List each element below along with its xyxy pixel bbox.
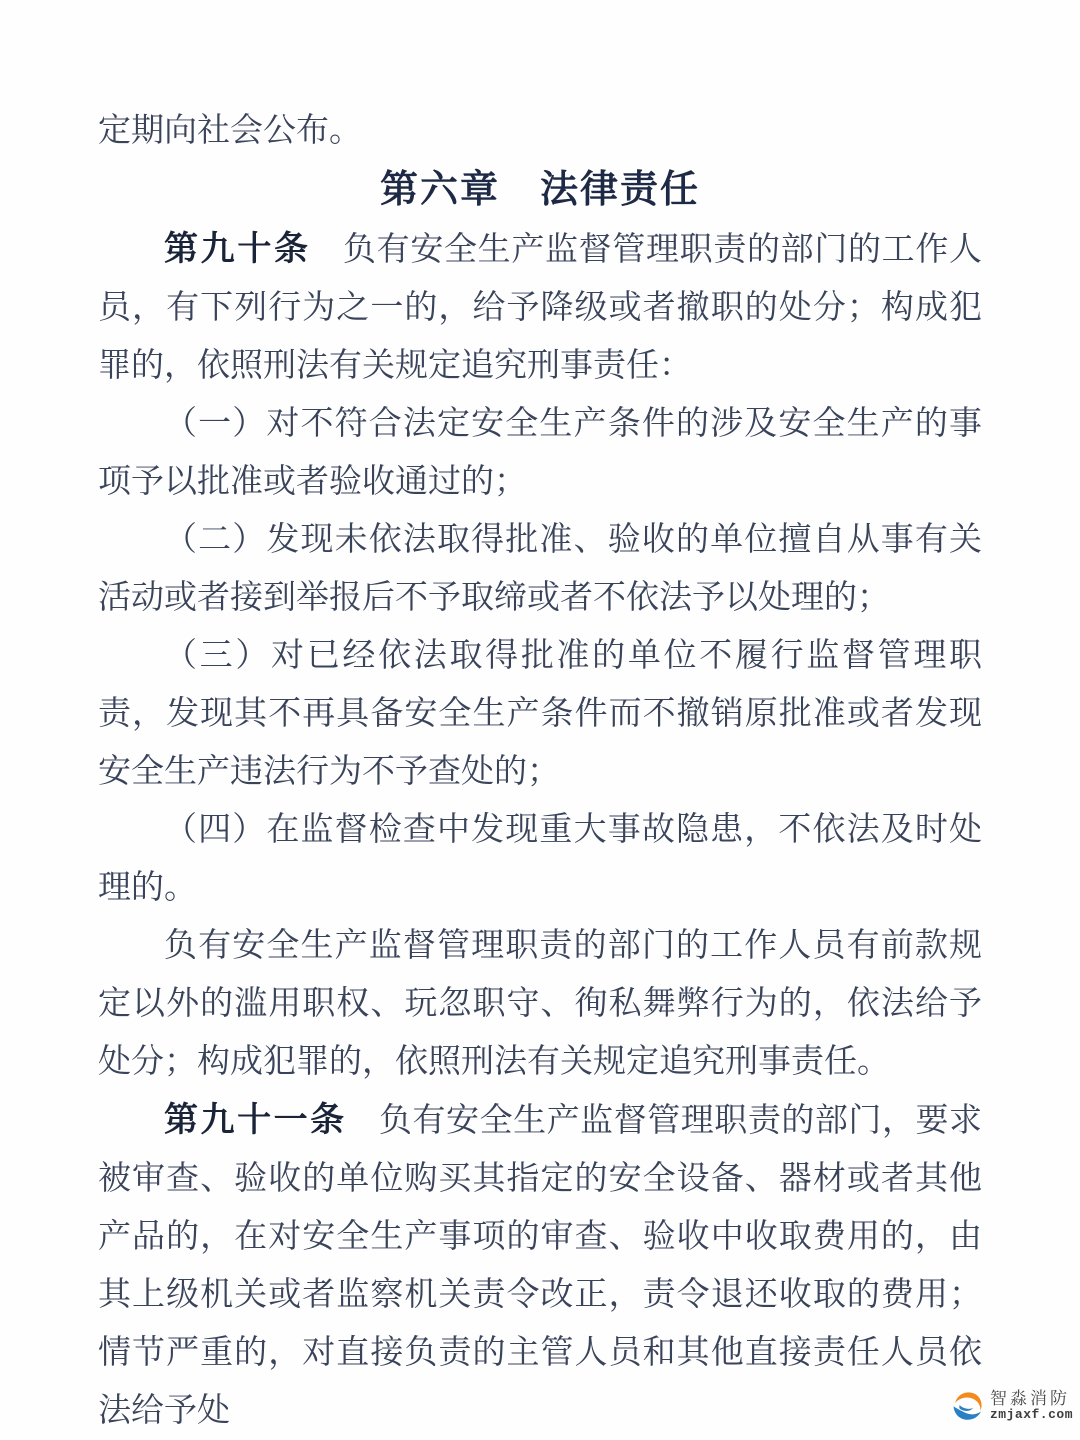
clause-item-4: （四）在监督检查中发现重大事故隐患，不依法及时处理的。 <box>98 812 982 906</box>
chapter-heading <box>98 160 982 220</box>
chapter-number: 第六章 <box>380 169 501 211</box>
watermark-text <box>990 1390 1073 1421</box>
chapter-title: 法律责任 <box>539 169 700 211</box>
article-90-number: 第九十条 <box>164 230 311 268</box>
article-91-paragraph <box>98 1091 982 1440</box>
brand-site: zmjaxf.com <box>989 1406 1073 1422</box>
zhimiao-fire-logo-icon <box>951 1389 984 1422</box>
continuation-text: 定期向社会公布。 <box>98 113 362 149</box>
article-90-body: 负有安全生产监督管理职责的部门的工作人员，有下列行为之一的，给予降级或者撤职的处分；构成犯罪的，依照刑法有关规定追究刑事责任： <box>98 232 983 384</box>
clause-item-3: （三）对已经依法取得批准的单位不履行监督管理职责，发现其不再具备安全生产条件而不撤销原批准或者发现安全生产违法行为不予查处的； <box>98 638 982 790</box>
article-90-second-paragraph: 负有安全生产监督管理职责的部门的工作人员有前款规定以外的滥用职权、玩忽职守、徇私舞弊行为的，依法给予处分；构成犯罪的，依照刑法有关规定追究刑事责任。 <box>98 928 982 1080</box>
clause-item-1: （一）对不符合法定安全生产条件的涉及安全生产的事项予以批准或者验收通过的； <box>98 406 982 500</box>
article-90-paragraph <box>98 220 982 395</box>
brand-name: 智淼消防 <box>989 1388 1070 1408</box>
watermark <box>951 1389 1073 1422</box>
article-91-number: 第九十一条 <box>164 1101 347 1139</box>
article-91-body: 负有安全生产监督管理职责的部门，要求被审查、验收的单位购买其指定的安全设备、器材或者其他产品的，在对安全生产事项的审查、验收中收取费用的，由其上级机关或者监察机关责令改正，责令退还收取的费用；情节严重的，对直接负责的主管人员和其他直接责任人员依法给予处 <box>98 1103 983 1429</box>
clause-item-2: （二）发现未依法取得批准、验收的单位擅自从事有关活动或者接到举报后不予取缔或者不依法予以处理的； <box>98 522 982 616</box>
